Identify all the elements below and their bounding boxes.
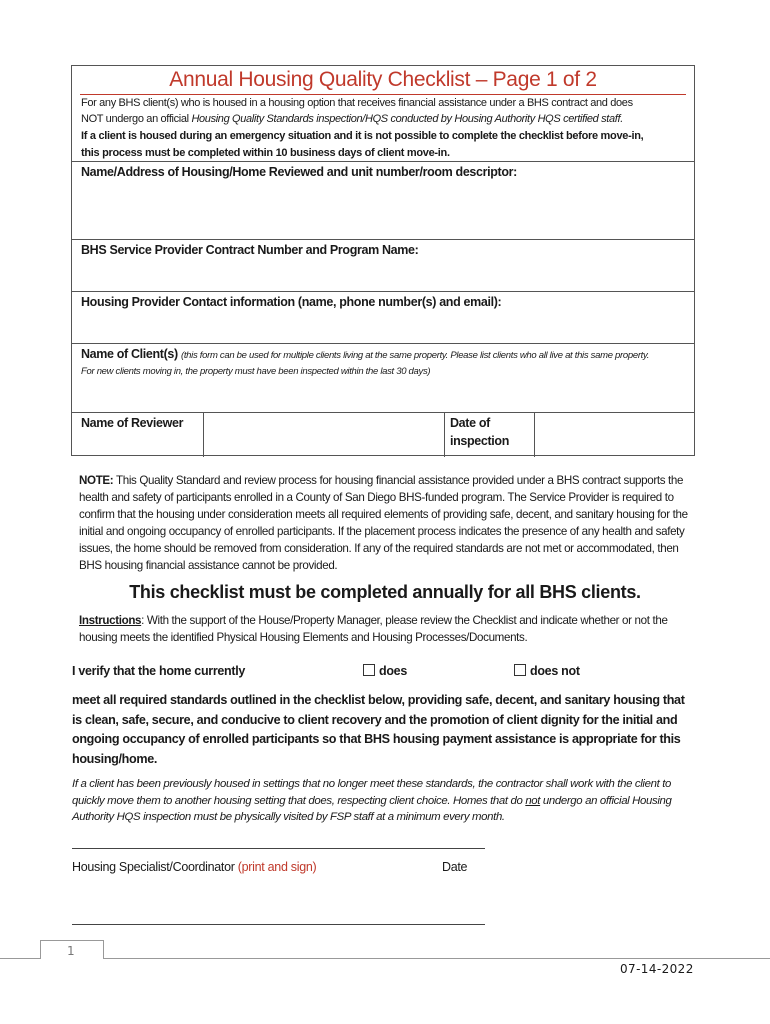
- contract-row[interactable]: [72, 239, 694, 292]
- signature-role: Housing Specialist/Coordinator: [72, 860, 238, 874]
- intro-line-3: [81, 130, 643, 142]
- signature-line-1[interactable]: [72, 848, 485, 849]
- signature-hint: (print and sign): [237, 860, 317, 874]
- footer-rule: [0, 958, 770, 959]
- title-underline: [80, 94, 686, 95]
- verify-lead: I verify that the home currently: [72, 664, 246, 678]
- relocation-note-emphasis: not: [525, 794, 541, 807]
- page-title: Annual Housing Quality Checklist – Page 1 of 2: [169, 68, 597, 91]
- address-row[interactable]: [72, 161, 694, 240]
- intro-line-2: [81, 113, 623, 125]
- footer-date: 07-14-2022: [620, 962, 694, 976]
- housing-form-table: [71, 65, 695, 456]
- signature-line-2[interactable]: [72, 924, 485, 925]
- clients-note-line-2: [81, 363, 430, 377]
- relocation-note-text-1: If a client has been previously housed in settings that no longer meet these standards, the contractor shall work with the client to quickly move them to another housing setting that does, respecting client choice. Homes that do: [72, 778, 672, 807]
- verify-statement: meet all required standards outlined in the checklist below, providing safe, decent, and sanitary housing that is clean, safe, secure, and conducive to client recovery and the promotion of client dignity for the initial and ongoing occupancy of enrolled participants so that BHS housing payment assistance is appropriate for this housing/home.: [72, 693, 685, 766]
- clients-note-1: (this form can be used for multiple clients living at the same property. Please list clients who all live at this same property.: [180, 350, 650, 361]
- intro-emergency-text: If a client is housed during an emergency situation and it is not possible to complete the checklist before move-in,: [81, 130, 644, 142]
- does-not-label: does not: [530, 664, 580, 678]
- intro-line-2-text: NOT undergo an official: [81, 113, 192, 125]
- intro-line-4: [81, 147, 450, 159]
- inspection-date-field[interactable]: [534, 413, 696, 457]
- does-option[interactable]: [363, 664, 407, 678]
- signature-date-label: Date: [442, 860, 468, 874]
- reviewer-name-field[interactable]: [203, 413, 445, 457]
- intro-line-2-italic: Housing Quality Standards inspection/HQS conducted by Housing Authority HQS certified staff.: [191, 113, 623, 125]
- annual-requirement-heading: This checklist must be completed annually for all BHS clients.: [129, 582, 641, 602]
- clients-note-2: For new clients moving in, the property must have been inspected within the last 30 days): [81, 366, 431, 377]
- provider-contact-label: Housing Provider Contact information (name, phone number(s) and email):: [81, 295, 502, 309]
- provider-contact-row[interactable]: [72, 291, 694, 344]
- instructions-text: : With the support of the House/Property Manager, please review the Checklist and indicate whether or not the housing meets the identified Physical Housing Elements and Housing Processes/Documents.: [79, 614, 668, 644]
- clients-row[interactable]: [72, 343, 694, 413]
- does-label: does: [379, 664, 407, 678]
- page-number: 1: [67, 944, 75, 958]
- note-label: NOTE:: [79, 474, 114, 487]
- date-of-label: Date of: [450, 416, 490, 430]
- reviewer-row: [72, 412, 694, 457]
- intro-line-1: For any BHS client(s) who is housed in a housing option that receives financial assistance under a BHS contract and does: [81, 97, 633, 109]
- relocation-note-text-2: undergo an official Housing Authority HQS inspection must be physically visited by FSP staff at a minimum every month.: [72, 794, 672, 824]
- signature-label: [72, 860, 316, 874]
- does-checkbox[interactable]: [363, 664, 375, 676]
- note-paragraph: [79, 473, 699, 574]
- reviewer-label: Name of Reviewer: [81, 416, 184, 430]
- instructions-paragraph: [79, 613, 699, 647]
- does-not-option[interactable]: [514, 664, 580, 678]
- contract-label: BHS Service Provider Contract Number and Program Name:: [81, 243, 419, 257]
- clients-label-text: Name of Client(s): [81, 347, 178, 361]
- relocation-note: [72, 776, 697, 826]
- instructions-label: Instructions: [79, 614, 142, 627]
- note-text: This Quality Standard and review process for housing financial assistance provided under a BHS contract supports the health and safety of participants enrolled in a County of San Diego BHS-funded program. The Service Provider is required to confirm that the housing under consideration meets all required elements of providing safe, decent, and sanitary housing for the initial and ongoing occupancy of enrolled participants. If the placement process indicates the presence of any health and safety issues, the home should be removed from consideration. If any of the required standards are not met or accommodated, then BHS housing financial assistance cannot be provided.: [79, 474, 688, 572]
- clients-label: [81, 347, 649, 361]
- does-not-checkbox[interactable]: [514, 664, 526, 676]
- address-label: Name/Address of Housing/Home Reviewed and unit number/room descriptor:: [81, 165, 517, 179]
- intro-deadline-text: this process must be completed within 10 business days of client move-in.: [81, 147, 450, 159]
- inspection-label: inspection: [450, 434, 510, 448]
